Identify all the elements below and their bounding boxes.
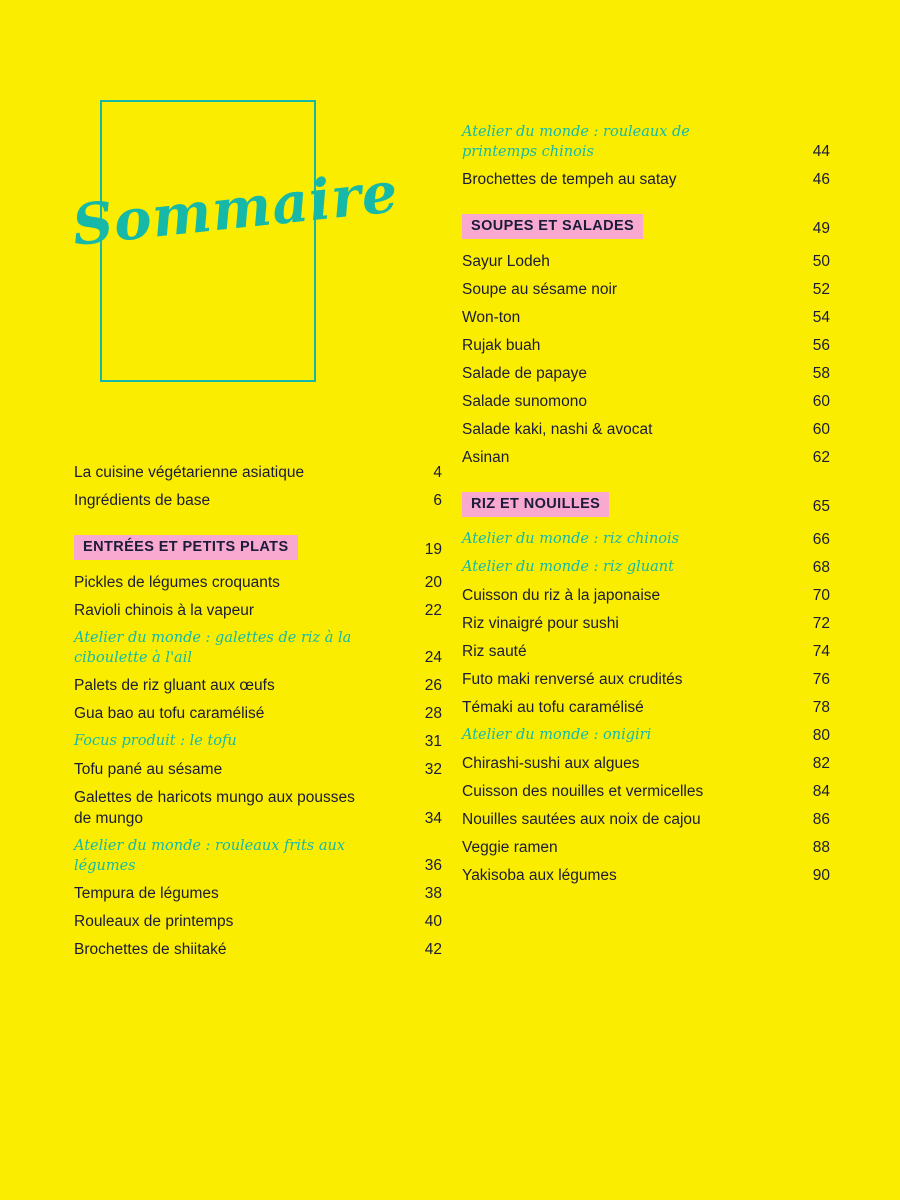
toc-entry[interactable] [462,585,830,606]
toc-entry-page-number: 58 [812,365,830,382]
toc-entry-title: Sayur Lodeh [462,253,550,270]
toc-entry-page-number: 24 [424,649,442,666]
toc-entry-page-number: 19 [424,541,442,558]
toc-entry-page-number: 86 [812,811,830,828]
toc-entry-page-number: 4 [433,464,442,481]
toc-entry[interactable] [462,613,830,634]
toc-entry-page-number: 20 [424,574,442,591]
toc-entry-title: Salade de papaye [462,365,587,382]
toc-entry-title: Salade sunomono [462,393,587,410]
toc-entry[interactable] [462,363,830,384]
toc-entry-title: Pickles de légumes croquants [74,574,280,591]
toc-entry-title: Gua bao au tofu caramélisé [74,705,265,722]
toc-entry[interactable] [74,675,442,696]
toc-entry-page-number: 54 [812,309,830,326]
toc-entry[interactable] [462,122,830,162]
toc-entry-title: Cuisson du riz à la japonaise [462,587,661,604]
toc-entry[interactable] [462,753,830,774]
toc-entry-page-number: 74 [812,643,830,660]
toc-entry-title: Chirashi-sushi aux algues [462,755,640,772]
toc-entry-page-number: 40 [424,913,442,930]
toc-entry-title: SOUPES ET SALADES [462,214,643,239]
toc-entry[interactable] [462,837,830,858]
toc-entry-page-number: 6 [433,492,442,509]
toc-entry-page-number: 38 [424,885,442,902]
toc-entry-title: Palets de riz gluant aux œufs [74,677,275,694]
toc-entry-title: Riz vinaigré pour sushi [462,615,619,632]
toc-entry-title: La cuisine végétarienne asiatique [74,464,305,481]
toc-entry-page-number: 44 [812,143,830,160]
toc-entry[interactable] [74,939,442,960]
toc-entry-page-number: 31 [424,733,442,750]
toc-entry-title: Cuisson des nouilles et vermicelles [462,783,704,800]
toc-section-header[interactable] [462,214,830,239]
toc-entry[interactable] [462,169,830,190]
toc-entry-page-number: 28 [424,705,442,722]
toc-entry-page-number: 52 [812,281,830,298]
toc-entry-page-number: 72 [812,615,830,632]
toc-entry[interactable] [74,911,442,932]
toc-entry-title: Veggie ramen [462,839,558,856]
page-title: Sommaire [69,159,402,259]
toc-entry-page-number: 80 [812,727,830,744]
toc-entry-page-number: 26 [424,677,442,694]
toc-entry-page-number: 60 [812,421,830,438]
toc-entry-title: Atelier du monde : rouleaux de printemps chinois [462,124,690,160]
toc-entry-title: Asinan [462,449,510,466]
toc-entry[interactable] [74,836,442,876]
toc-entry[interactable] [74,787,442,829]
toc-entry[interactable] [74,883,442,904]
toc-entry[interactable] [74,703,442,724]
toc-entry-title: Témaki au tofu caramélisé [462,699,644,716]
toc-entry-title: Focus produit : le tofu [74,733,237,749]
toc-entry[interactable] [462,335,830,356]
toc-entry[interactable] [74,490,442,511]
toc-entry-title: ENTRÉES ET PETITS PLATS [74,535,298,560]
toc-entry-title: Rujak buah [462,337,541,354]
toc-entry-page-number: 22 [424,602,442,619]
toc-entry-title: Atelier du monde : galettes de riz à la ciboulette à l'ail [74,630,352,666]
toc-entry[interactable] [462,865,830,886]
toc-entry-title: Ingrédients de base [74,492,211,509]
toc-entry-page-number: 49 [812,220,830,237]
toc-entry-page-number: 82 [812,755,830,772]
toc-entry-page-number: 70 [812,587,830,604]
toc-entry-title: Riz sauté [462,643,527,660]
toc-entry-title: Rouleaux de printemps [74,913,234,930]
toc-entry-page-number: 76 [812,671,830,688]
toc-entry-title: Tofu pané au sésame [74,761,223,778]
toc-entry[interactable] [74,600,442,621]
toc-entry-title: Futo maki renversé aux crudités [462,671,683,688]
toc-entry[interactable] [74,759,442,780]
toc-entry[interactable] [462,307,830,328]
toc-entry[interactable] [462,641,830,662]
toc-entry[interactable] [74,731,442,752]
toc-column-left [74,462,442,967]
toc-entry-page-number: 65 [812,498,830,515]
toc-entry-page-number: 90 [812,867,830,884]
toc-entry-page-number: 34 [424,810,442,827]
toc-entry-title: Nouilles sautées aux noix de cajou [462,811,701,828]
toc-entry[interactable] [462,697,830,718]
toc-entry-page-number: 60 [812,393,830,410]
toc-entry[interactable] [74,572,442,593]
toc-entry-title: Galettes de haricots mungo aux pousses de mungo [74,789,355,827]
toc-entry-page-number: 32 [424,761,442,778]
toc-entry[interactable] [462,279,830,300]
toc-entry-title: Brochettes de shiitaké [74,941,227,958]
toc-section-header[interactable] [462,492,830,517]
toc-entry-title: Atelier du monde : riz gluant [462,559,674,575]
toc-entry-page-number: 88 [812,839,830,856]
toc-entry-page-number: 50 [812,253,830,270]
toc-entry-title: Atelier du monde : rouleaux frits aux légumes [74,838,345,874]
toc-entry[interactable] [462,447,830,468]
toc-entry[interactable] [462,781,830,802]
toc-entry-page-number: 78 [812,699,830,716]
toc-entry[interactable] [462,809,830,830]
toc-entry-title: Tempura de légumes [74,885,219,902]
toc-entry[interactable] [462,669,830,690]
toc-entry-title: Yakisoba aux légumes [462,867,617,884]
toc-entry-title: Atelier du monde : riz chinois [462,531,680,547]
toc-entry[interactable] [462,251,830,272]
toc-entry-page-number: 42 [424,941,442,958]
toc-entry[interactable] [462,725,830,746]
toc-entry-title: RIZ ET NOUILLES [462,492,609,517]
toc-entry[interactable] [462,529,830,550]
toc-section-header[interactable] [74,535,442,560]
toc-entry[interactable] [74,628,442,668]
toc-entry-title: Soupe au sésame noir [462,281,618,298]
toc-entry-title: Brochettes de tempeh au satay [462,171,677,188]
toc-entry-title: Atelier du monde : onigiri [462,727,652,743]
toc-entry[interactable] [462,419,830,440]
toc-entry-page-number: 56 [812,337,830,354]
toc-entry-page-number: 84 [812,783,830,800]
toc-entry[interactable] [462,557,830,578]
toc-entry-page-number: 36 [424,857,442,874]
toc-entry[interactable] [74,462,442,483]
toc-entry[interactable] [462,391,830,412]
toc-entry-page-number: 46 [812,171,830,188]
toc-entry-title: Ravioli chinois à la vapeur [74,602,255,619]
toc-entry-page-number: 66 [812,531,830,548]
toc-column-right [462,122,830,893]
toc-entry-page-number: 62 [812,449,830,466]
toc-entry-title: Salade kaki, nashi & avocat [462,421,653,438]
toc-entry-title: Won-ton [462,309,521,326]
toc-entry-page-number: 68 [812,559,830,576]
